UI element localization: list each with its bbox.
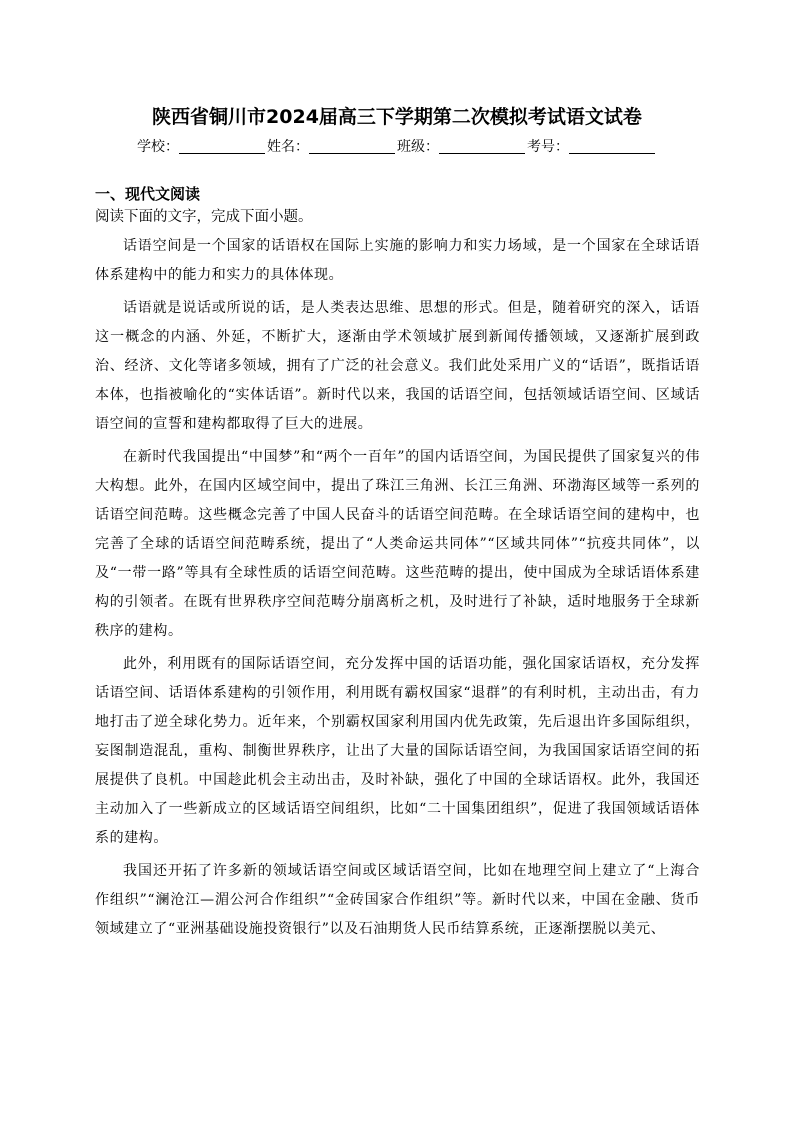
section-heading: 一、现代文阅读 (95, 185, 201, 203)
passage-paragraph-3: 在新时代我国提出“中国梦”和“两个一百年”的国内话语空间，为国民提供了国家复兴的伟大构想。此外，在国内区域空间中，提出了珠江三角洲、长江三角洲、环渤海区域等一系列的话语空间范畴。这些概念完善了中国人民奋斗的话语空间范畴。在全球话语空间的建构中，也完善了全球的话语空间范畴系统，提出了“人类命运共同体”“区域共同体”“抗疫共同体”，以及“一带一路”等具有全球性质的话语空间范畴。这些范畴的提出，使中国成为全球话语体系建构的引领者。在既有世界秩序空间范畴分崩离析之机，及时进行了补缺，适时地服务于全球新秩序的建构。 (95, 449, 700, 639)
school-blank[interactable] (179, 139, 265, 154)
section-instruction: 阅读下面的文字，完成下面小题。 (95, 209, 313, 225)
school-label: 学校： (137, 139, 179, 155)
passage-paragraph-4: 此外，利用既有的国际话语空间，充分发挥中国的话语功能，强化国家话语权，充分发挥话语空间、话语体系建构的引领作用，利用既有霸权国家“退群”的有利时机，主动出击，有力地打击了逆全球化势力。近年来，个别霸权国家利用国内优先政策，先后退出许多国际组织，妄图制造混乱，重构、制衡世界秩序，让出了大量的国际话语空间，为我国国家话语空间的拓展提供了良机。中国趁此机会主动出击，及时补缺，强化了中国的全球话语权。此外，我国还主动加入了一些新成立的区域话语空间组织，比如“二十国集团组织”，促进了我国领域话语体系的建构。 (95, 656, 700, 846)
class-label: 班级： (397, 139, 439, 155)
name-label: 姓名： (267, 139, 309, 155)
passage-paragraph-1: 话语空间是一个国家的话语权在国际上实施的影响力和实力场域，是一个国家在全球话语体系建构中的能力和实力的具体体现。 (95, 238, 700, 283)
class-field (397, 136, 527, 156)
exam-number-field (527, 136, 657, 156)
passage-paragraph-2: 话语就是说话或所说的话，是人类表达思维、思想的形式。但是，随着研究的深入，话语这一概念的内涵、外延，不断扩大，逐渐由学术领域扩展到新闻传播领域，又逐渐扩展到政治、经济、文化等诸多领域，拥有了广泛的社会意义。我们此处采用广义的“话语”，既指话语本体，也指被喻化的“实体话语”。新时代以来，我国的话语空间，包括领域话语空间、区域话语空间的宣誓和建构都取得了巨大的进展。 (95, 300, 700, 432)
passage-paragraph-5: 我国还开拓了许多新的领域话语空间或区域话语空间，比如在地理空间上建立了“上海合作组织”“澜沧江—湄公河合作组织”“金砖国家合作组织”等。新时代以来，中国在金融、货币领域建立了“亚洲基础设施投资银行”以及石油期货人民币结算系统，正逐渐摆脱以美元、 (95, 863, 700, 937)
exam-title: 陕西省铜川市2024届高三下学期第二次模拟考试语文试卷 (152, 106, 642, 128)
exam-number-label: 考号： (527, 139, 569, 155)
class-blank[interactable] (439, 139, 525, 154)
student-info-line (0, 136, 794, 156)
name-field (267, 136, 397, 156)
school-field (137, 136, 267, 156)
reading-passage (95, 232, 700, 948)
exam-number-blank[interactable] (569, 139, 655, 154)
name-blank[interactable] (309, 139, 395, 154)
